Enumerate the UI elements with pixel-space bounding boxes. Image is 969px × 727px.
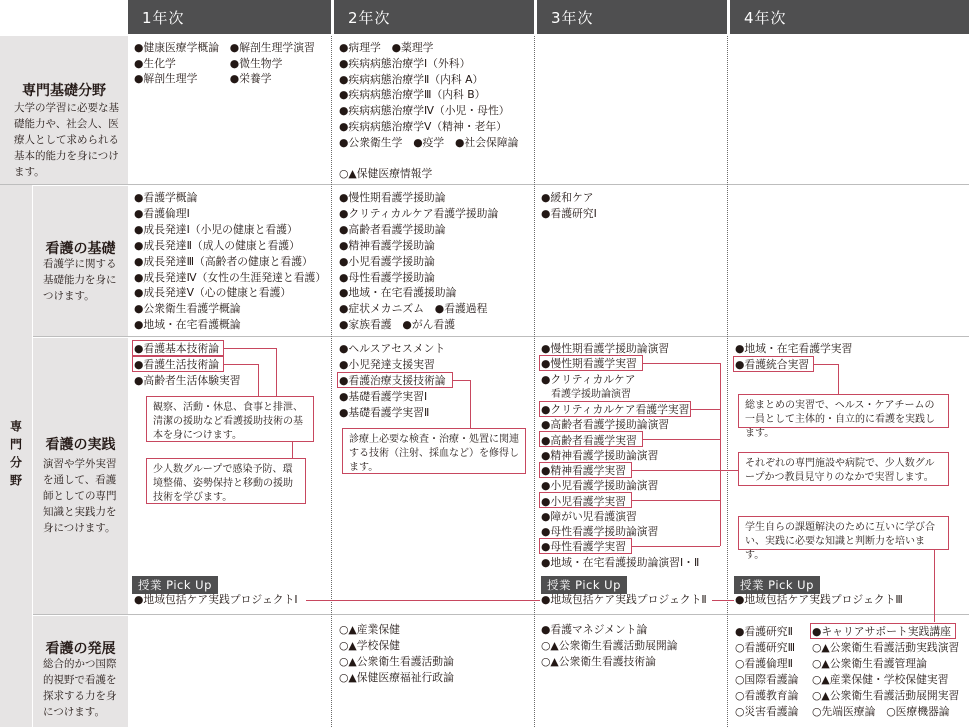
course-item: ●慢性期看護学援助論 (339, 191, 446, 204)
course-item: ○看護倫理Ⅱ (735, 656, 793, 670)
column-divider (727, 36, 728, 727)
row-divider (0, 184, 969, 185)
course-item: ●慢性期看護学実習 (541, 357, 637, 371)
course-item: ○国際看護論 (735, 672, 799, 686)
course-item: ●緩和ケア (541, 191, 594, 204)
hatten-y2-list (339, 622, 454, 686)
connector-line (632, 546, 720, 547)
course-item: ●母性看護学援助論演習 (541, 525, 659, 538)
connector-line (838, 364, 839, 394)
year-header-4: 4年次 (727, 0, 969, 34)
connector-line (934, 550, 935, 622)
connector-line (720, 363, 721, 546)
course-item: ●クリティカルケア (541, 372, 636, 386)
course-item: ●看護生活技術論 (134, 357, 219, 371)
basic-desc-line: ます。 (14, 166, 45, 178)
course-item: ○看護研究Ⅲ (735, 640, 796, 654)
connector-line (643, 363, 720, 364)
course-item: ●小児発達支援実習 (339, 357, 435, 371)
course-item: ●成長発達Ⅱ（成人の健康と看護） (134, 238, 300, 252)
highlight-frame (539, 431, 643, 447)
connector-line (470, 380, 471, 428)
course-item: ○▲保健医療情報学 (339, 167, 433, 181)
connector-line (632, 500, 720, 501)
course-item: ●疾病病態治療学Ⅲ（内科 B） (339, 88, 486, 102)
course-item: ●家族看護 ●がん看護 (339, 318, 456, 332)
course-item: ●看護研究Ⅱ (735, 625, 793, 638)
basic-desc-line: 基本的能力を身につけ (14, 150, 119, 162)
note-box: 診療上必要な検査・治療・処置に関連する技術（注射、採血など）を修得します。 (342, 428, 526, 474)
course-item: ●高齢者生活体験実習 (134, 373, 241, 387)
course-item: ●小児看護学援助論 (339, 254, 435, 268)
basic-desc-line: 療人として求められる (14, 134, 119, 146)
year-header-1: 1年次 (128, 0, 331, 34)
hatten-desc-line: 総合的かつ国際 (43, 658, 117, 670)
kiso-y1-list (134, 190, 326, 333)
course-item: ○看護教育論 (735, 688, 799, 702)
course-item: ○▲学校保健 (339, 638, 400, 652)
highlight-frame (810, 623, 956, 639)
course-item: ●高齢者看護学援助論 (339, 222, 446, 236)
kiso-desc-line: 基礎能力を身に (43, 274, 117, 286)
jissen-desc-line: 知識と実践力を (43, 506, 117, 518)
course-item: ●障がい児看護演習 (541, 509, 637, 523)
course-item: ○▲公衆衛生看護管理論 (812, 656, 927, 670)
connector-line (632, 470, 738, 471)
course-item: ●健康医療学概論 ●解剖生理学演習 (134, 41, 315, 54)
course-item: ●看護研究Ⅰ (541, 206, 597, 220)
course-item: ●成長発達Ⅳ（女性の生涯発達と看護） (134, 270, 327, 284)
course-item: ●高齢者看護学実習 (541, 433, 637, 447)
highlight-frame (539, 492, 632, 508)
course-item: ●症状メカニズム ●看護過程 (339, 302, 488, 316)
course-item: ●基礎看護学実習Ⅰ (339, 389, 428, 403)
connector-line (814, 364, 838, 365)
course-item: ●解剖生理学 ●栄養学 (134, 72, 272, 86)
note-box: 観察、活動・休息、食事と排泄、清潔の援助など看護援助技術の基本を身につけます。 (146, 396, 314, 442)
course-item: ●母性看護学援助論 (339, 270, 435, 284)
connector-line (306, 600, 540, 601)
course-item: ●地域・在宅看護援助論 (339, 286, 457, 300)
pickup-item: ●地域包括ケア実践プロジェクトⅢ (735, 593, 903, 606)
highlight-frame (539, 355, 643, 371)
connector-line (224, 364, 258, 365)
hatten-desc-line: 的視野で看護を (43, 674, 117, 686)
course-item: ○▲公衆衛生看護活動実践演習 (812, 640, 960, 654)
course-item: ●公衆衛生看護学概論 (134, 302, 241, 316)
year-header-2: 2年次 (331, 0, 534, 34)
kiso-desc-line: つけます。 (43, 290, 95, 302)
category-jissen-title: 看護の実践 (45, 437, 116, 453)
basic-y2-list (339, 40, 518, 182)
note-box: それぞれの専門施設や病院で、少人数グループかつ教員見守りのなかで実習します。 (738, 452, 949, 486)
course-item: ○▲公衆衛生看護活動論 (339, 654, 454, 668)
category-basic-title: 専門基礎分野 (22, 83, 106, 99)
category-senmon: 専門分野 (0, 184, 32, 727)
highlight-frame (132, 356, 224, 372)
pickup-badge: 授業 Pick Up (541, 576, 627, 594)
hatten-desc-line: につけます。 (43, 706, 105, 718)
course-item: ●キャリアサポート実践講座 (812, 625, 951, 638)
course-item: ●看護マネジメント論 (541, 623, 648, 636)
jissen-y3-list (541, 341, 699, 570)
course-item: ○▲産業保健・学校保健実習 (812, 672, 949, 686)
category-hatten (33, 616, 128, 727)
course-item: ●地域・在宅看護援助論演習Ⅰ・Ⅱ (541, 555, 700, 569)
connector-line (453, 380, 471, 381)
course-item: ●クリティカルケア看護学援助論 (339, 206, 499, 220)
course-item: ●看護倫理Ⅰ (134, 206, 190, 220)
course-item: ●母性看護学実習 (541, 540, 626, 554)
category-hatten-title: 看護の発展 (45, 641, 116, 657)
row-divider (33, 336, 969, 337)
course-item: ●成長発達Ⅴ（心の健康と看護） (134, 286, 292, 300)
pickup-badge: 授業 Pick Up (734, 576, 820, 594)
course-item: ●クリティカルケア看護学実習 (541, 403, 690, 416)
course-item: ○▲公衆衛生看護技術論 (541, 654, 656, 668)
course-item: ●地域・在宅看護概論 (134, 318, 241, 332)
connector-line (276, 348, 277, 396)
course-item: ○▲産業保健 (339, 623, 400, 636)
course-item: ●病理学 ●薬理学 (339, 41, 434, 54)
course-item: ●精神看護学援助論演習 (541, 448, 659, 462)
course-item: ●看護治療支援技術論 (339, 373, 446, 387)
course-item: ●小児看護学実習 (541, 494, 626, 508)
year-header-3: 3年次 (534, 0, 727, 34)
pickup-item: ●地域包括ケア実践プロジェクトⅠ (134, 593, 298, 606)
course-item: ●生化学 ●微生物学 (134, 56, 283, 70)
highlight-frame (539, 462, 632, 478)
basic-desc-line: 大学の学習に必要な基 (14, 102, 119, 114)
hatten-y4-list-a (735, 624, 798, 719)
course-item: ●疾病病態治療学Ⅳ（小児・母性） (339, 104, 510, 118)
connector-line (712, 600, 734, 601)
course-item: ●成長発達Ⅰ（小児の健康と看護） (134, 222, 298, 236)
course-item-blank (339, 151, 518, 167)
course-item: ●看護基本技術論 (134, 342, 219, 355)
course-item: ●地域・在宅看護学実習 (735, 342, 853, 355)
course-item: 看護学援助論演習 (541, 388, 631, 400)
course-item: ●小児看護学援助論演習 (541, 479, 659, 493)
kiso-y2-list (339, 190, 498, 333)
jissen-desc-line: 師としての専門 (43, 490, 117, 502)
category-jissen (33, 338, 128, 614)
category-kiso (33, 186, 128, 336)
row-divider (33, 614, 969, 615)
course-item: ○先端医療論 ○医療機器論 (812, 704, 950, 718)
highlight-frame (733, 356, 814, 372)
connector-line (258, 364, 259, 396)
highlight-frame (539, 401, 691, 417)
course-item: ○▲保健医療福祉行政論 (339, 670, 454, 684)
category-basic (0, 36, 128, 184)
jissen-desc-line: 演習や学外実習 (43, 458, 117, 470)
course-item: ●看護学概論 (134, 191, 198, 204)
course-item: ○災害看護論 (735, 704, 799, 718)
course-item: ○▲公衆衛生看護活動展開実習 (812, 688, 960, 702)
course-item: ●ヘルスアセスメント (339, 342, 446, 355)
connector-line (224, 348, 276, 349)
connector-line (691, 409, 720, 410)
note-box: 総まとめの実習で、ヘルス・ケアチームの一員として主体的・自立的に看護を実践します。 (738, 394, 949, 428)
column-divider (331, 36, 332, 727)
course-item: ●公衆衛生学 ●疫学 ●社会保障論 (339, 135, 519, 149)
pickup-badge: 授業 Pick Up (132, 576, 218, 594)
course-item: ●精神看護学援助論 (339, 238, 435, 252)
course-item: ●疾病病態治療学Ⅴ（精神・老年） (339, 119, 507, 133)
course-item: ●成長発達Ⅲ（高齢者の健康と看護） (134, 254, 313, 268)
highlight-frame (539, 538, 632, 554)
connector-line (643, 439, 720, 440)
course-item: ●看護統合実習 (735, 357, 810, 371)
course-item: ●疾病病態治療学Ⅱ（内科 A） (339, 72, 484, 86)
hatten-desc-line: 探求する力を身 (43, 690, 117, 702)
course-item: ●精神看護学実習 (541, 464, 626, 477)
course-item: ●疾病病態治療学Ⅰ（外科） (339, 56, 471, 70)
kiso-desc-line: 看護学に関する (43, 258, 117, 270)
course-item: ●慢性期看護学援助論演習 (541, 342, 670, 355)
note-box: 学生自らの課題解決のために互いに学び合い、実践に必要な知識と判断力を培います。 (738, 516, 949, 550)
basic-desc-line: 礎能力や、社会人、医 (14, 118, 119, 130)
hatten-y3-list (541, 622, 678, 670)
kiso-y3-list (541, 190, 597, 222)
jissen-desc-line: を通して、看護 (43, 474, 117, 486)
jissen-desc-line: 身につけます。 (43, 522, 116, 534)
note-box: 少人数グループで感染予防、環境整備、姿勢保持と移動の援助技術を学びます。 (146, 458, 306, 504)
basic-y1-list (134, 40, 315, 87)
highlight-frame (337, 372, 453, 388)
column-divider (534, 36, 535, 727)
course-item: ●基礎看護学実習Ⅱ (339, 405, 430, 419)
category-kiso-title: 看護の基礎 (45, 241, 116, 257)
course-item: ●高齢者看護学援助論演習 (541, 418, 670, 432)
course-item: ○▲公衆衛生看護活動展開論 (541, 638, 678, 652)
highlight-frame (132, 340, 224, 356)
pickup-item: ●地域包括ケア実践プロジェクトⅡ (541, 593, 707, 606)
